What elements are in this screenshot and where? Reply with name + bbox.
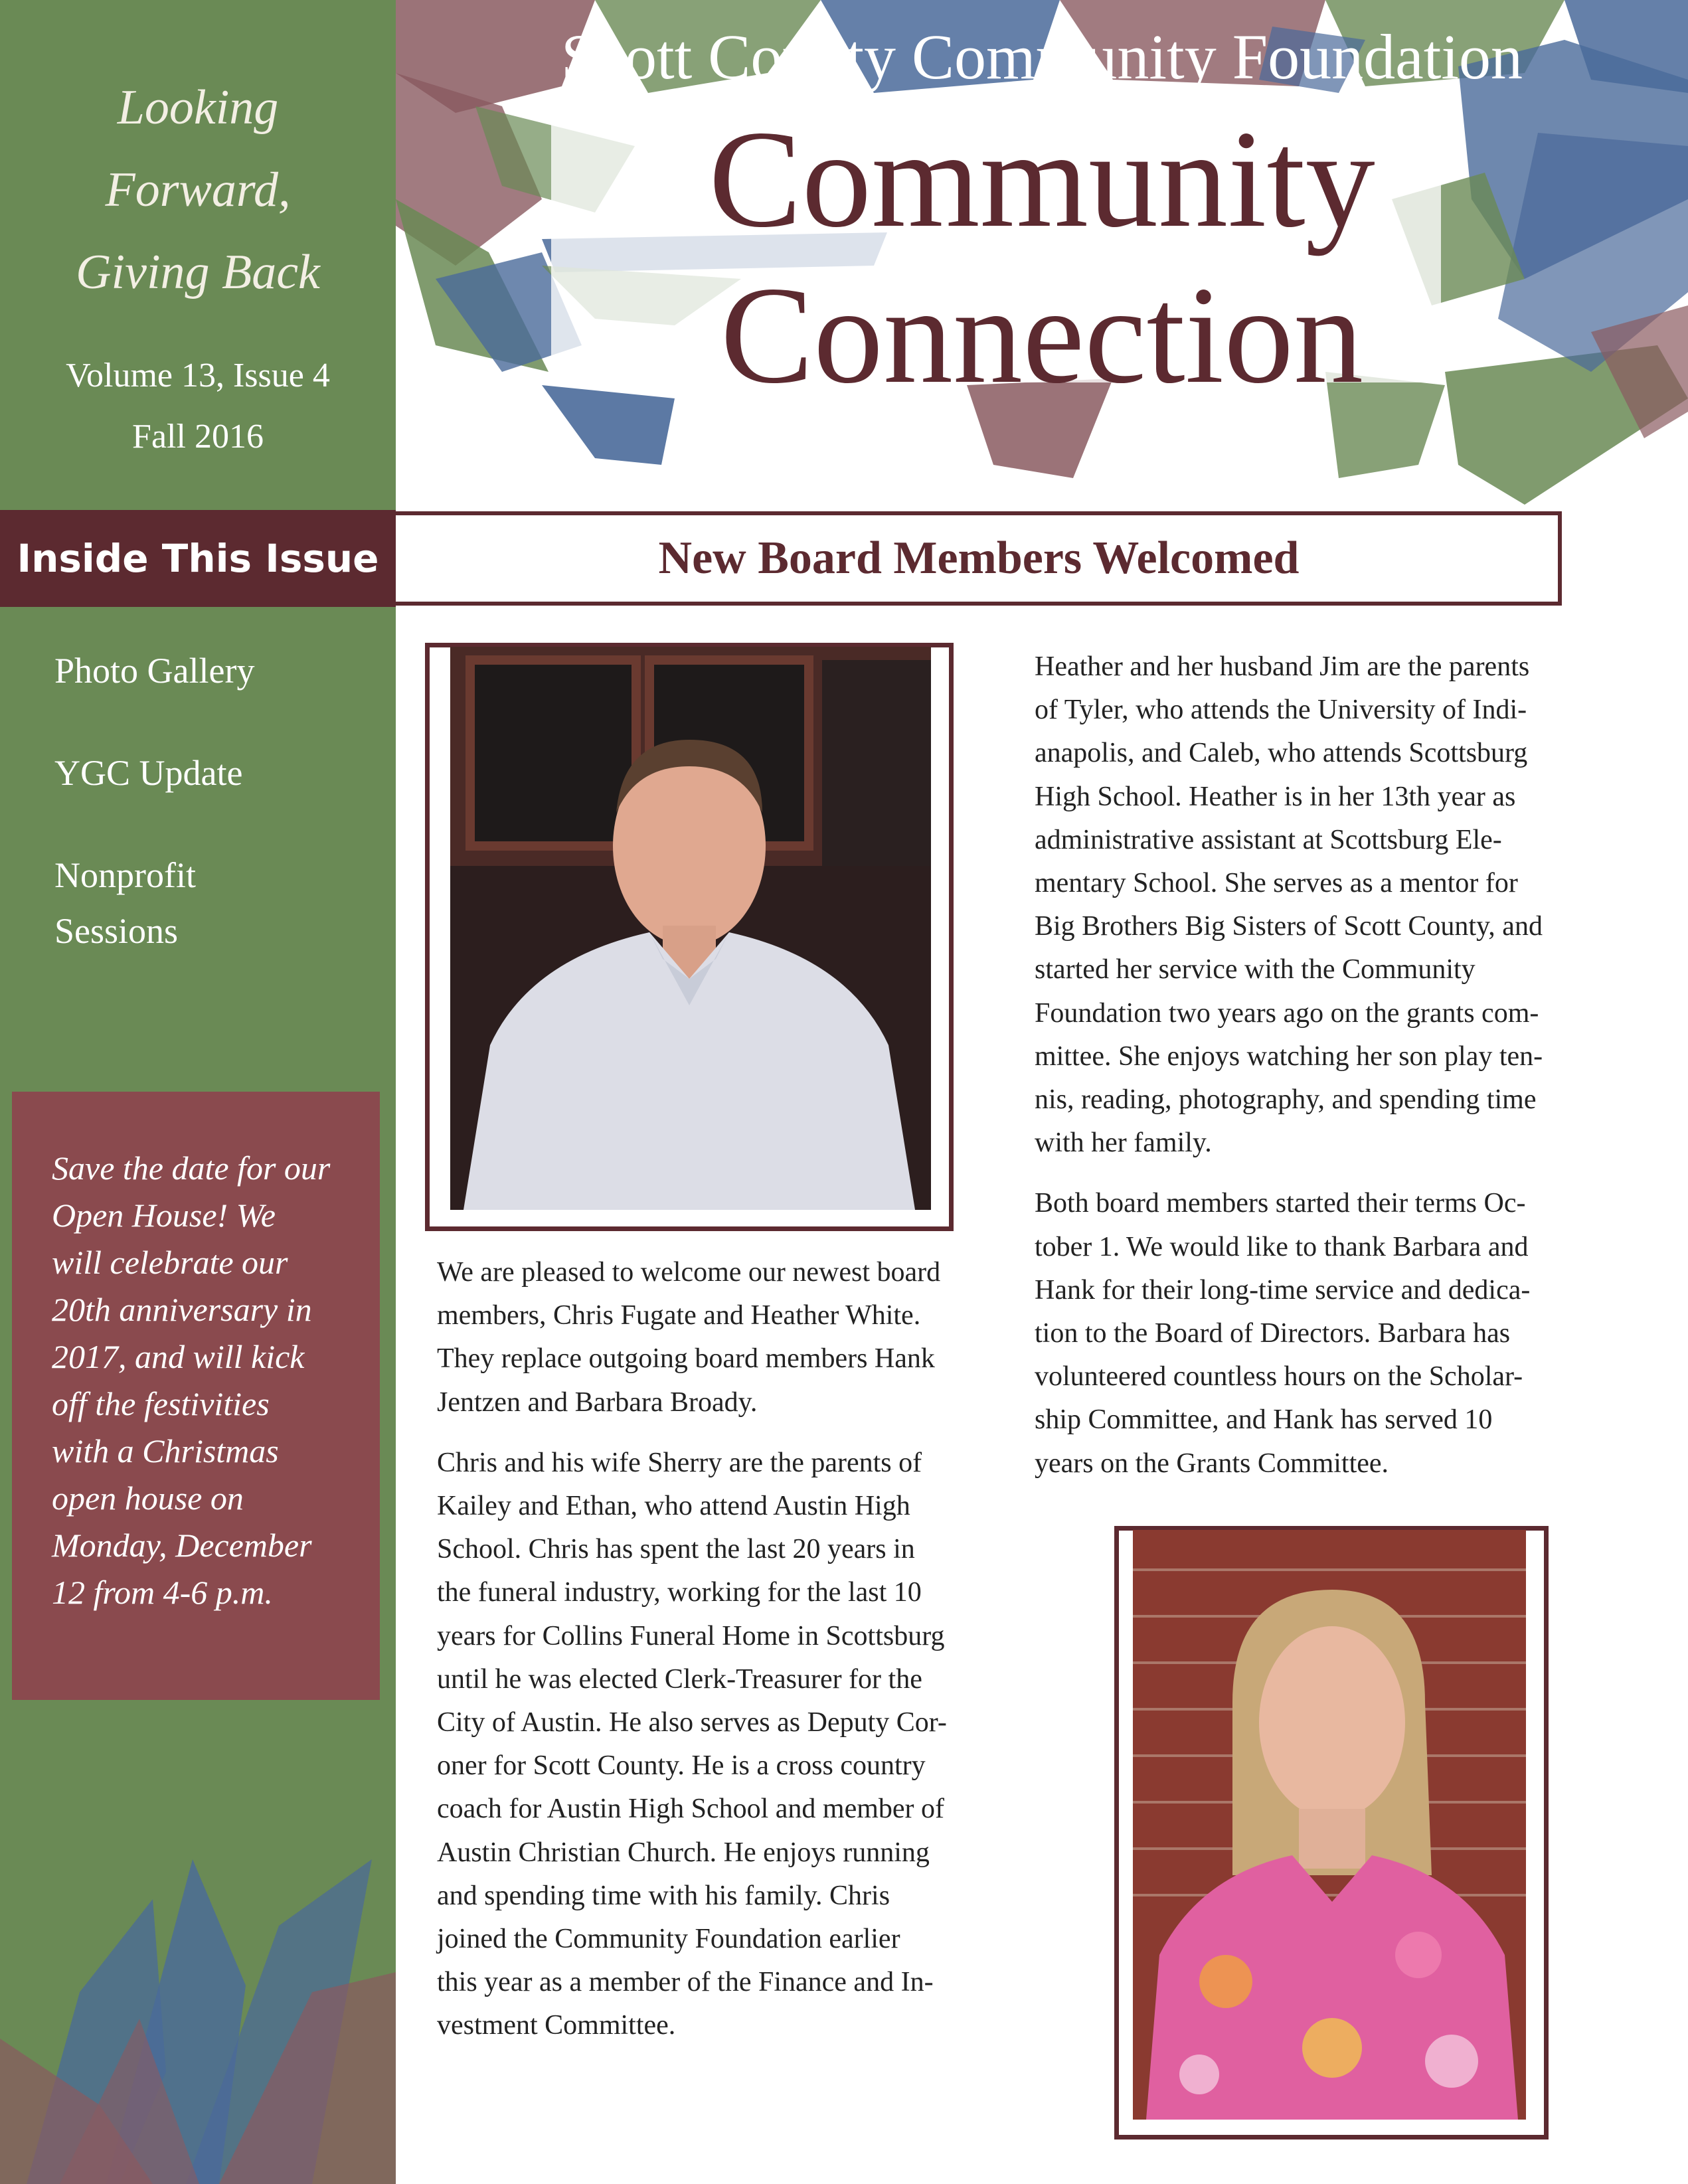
- text-line: the funeral industry, working for the last 10: [437, 1577, 922, 1608]
- text-line: vestment Committee.: [437, 2010, 676, 2041]
- text-line: years on the Grants Committee.: [1035, 1448, 1389, 1479]
- toc-item-nonprofit-sessions[interactable]: [54, 847, 373, 959]
- toc-item-label: Nonprofit: [54, 855, 196, 895]
- tagline-line: Looking: [117, 80, 279, 135]
- text-line: coach for Austin High School and member of: [437, 1794, 944, 1825]
- organization-name: Scott County Community Foundation: [560, 21, 1523, 92]
- text-line: until he was elected Clerk-Treasurer for the: [437, 1663, 922, 1695]
- text-line: Austin Christian Church. He enjoys running: [437, 1837, 930, 1868]
- volume-label: Volume 13, Issue 4: [66, 357, 330, 394]
- save-the-date-line: will celebrate our: [52, 1244, 288, 1281]
- save-the-date-line: open house on: [52, 1479, 244, 1517]
- text-line: joined the Community Foundation earlier: [437, 1924, 900, 1955]
- text-line: administrative assistant at Scottsburg Ele-: [1035, 824, 1502, 855]
- text-line: years for Collins Funeral Home in Scottsburg: [437, 1620, 945, 1651]
- portrait-photo-icon: [450, 647, 931, 1210]
- save-the-date-line: 2017, and will kick: [52, 1338, 305, 1375]
- save-the-date-line: Monday, December: [52, 1527, 312, 1564]
- issue-info: [0, 345, 396, 467]
- text-line: High School. Heather is in her 13th year as: [1035, 781, 1516, 812]
- text-line: mentary School. She serves as a mentor for: [1035, 868, 1518, 899]
- toc-item-photo-gallery[interactable]: [54, 643, 373, 699]
- text-line: City of Austin. He also serves as Deputy Cor-: [437, 1707, 947, 1738]
- text-line: tober 1. We would like to thank Barbara and: [1035, 1231, 1529, 1262]
- text-line: with her family.: [1035, 1128, 1212, 1159]
- save-the-date-line: Save the date for our: [52, 1149, 331, 1187]
- text-line: tion to the Board of Directors. Barbara has: [1035, 1318, 1511, 1349]
- toc-item-label: Photo Gallery: [54, 651, 255, 691]
- text-line: Kailey and Ethan, who attend Austin High: [437, 1491, 910, 1522]
- inside-issue-title: Inside This Issue: [17, 536, 379, 581]
- text-line: Heather and her husband Jim are the parents: [1035, 651, 1530, 682]
- text-line: Hank for their long-time service and dedica-: [1035, 1274, 1531, 1305]
- article-headline: New Board Members Welcomed: [658, 533, 1300, 584]
- text-line: Jentzen and Barbara Broady.: [437, 1386, 758, 1418]
- text-line: of Tyler, who attends the University of Indi-: [1035, 695, 1527, 726]
- leaf-decoration-icon: [0, 1819, 396, 2184]
- save-the-date-line: 20th anniversary in: [52, 1291, 312, 1328]
- text-line: and spending time with his family. Chris: [437, 1880, 890, 1911]
- text-line: oner for Scott County. He is a cross country: [437, 1750, 926, 1782]
- text-line: Chris and his wife Sherry are the parents of: [437, 1447, 922, 1478]
- tagline: [0, 66, 396, 313]
- text-line: this year as a member of the Finance and In-: [437, 1967, 934, 1998]
- portrait-photo-icon: [1133, 1530, 1526, 2120]
- text-line: ship Committee, and Hank has served 10: [1035, 1404, 1493, 1436]
- save-the-date-line: Open House! We: [52, 1197, 276, 1234]
- article-column-right: [1035, 645, 1672, 1503]
- text-line: Both board members started their terms Oc-: [1035, 1188, 1526, 1219]
- save-the-date-box: [12, 1092, 380, 1700]
- masthead-title-line1: Community: [709, 102, 1375, 256]
- text-line: nis, reading, photography, and spending time: [1035, 1084, 1537, 1116]
- save-the-date-line: 12 from 4-6 p.m.: [52, 1574, 273, 1611]
- article-column-left: [437, 1251, 1035, 2065]
- tagline-line: Giving Back: [76, 245, 320, 299]
- article-paragraph: [1035, 645, 1672, 1165]
- article-paragraph: [437, 1251, 1035, 1424]
- text-line: anapolis, and Caleb, who attends Scottsburg: [1035, 738, 1528, 769]
- article-paragraph: [1035, 1182, 1672, 1485]
- tagline-line: Forward,: [105, 163, 291, 217]
- toc-item-label: Sessions: [54, 911, 179, 951]
- save-the-date-line: with a Christmas: [52, 1432, 279, 1470]
- text-line: volunteered countless hours on the Scholar-: [1035, 1361, 1523, 1392]
- masthead-title-line2: Connection: [720, 258, 1364, 412]
- text-line: started her service with the Community: [1035, 954, 1476, 985]
- text-line: We are pleased to welcome our newest board: [437, 1257, 941, 1288]
- text-line: They replace outgoing board members Hank: [437, 1343, 935, 1375]
- article-paragraph: [437, 1442, 1035, 2048]
- save-the-date-line: off the festivities: [52, 1385, 270, 1422]
- text-line: members, Chris Fugate and Heather White.: [437, 1300, 921, 1331]
- text-line: Big Brothers Big Sisters of Scott County, and: [1035, 911, 1543, 942]
- text-line: School. Chris has spent the last 20 years in: [437, 1534, 915, 1565]
- table-of-contents: [54, 643, 373, 1005]
- toc-item-label: YGC Update: [54, 753, 243, 793]
- text-line: Foundation two years ago on the grants com-: [1035, 997, 1539, 1029]
- season-label: Fall 2016: [132, 418, 264, 456]
- text-line: mittee. She enjoys watching her son play ten-: [1035, 1041, 1543, 1072]
- toc-item-ygc-update[interactable]: [54, 745, 373, 801]
